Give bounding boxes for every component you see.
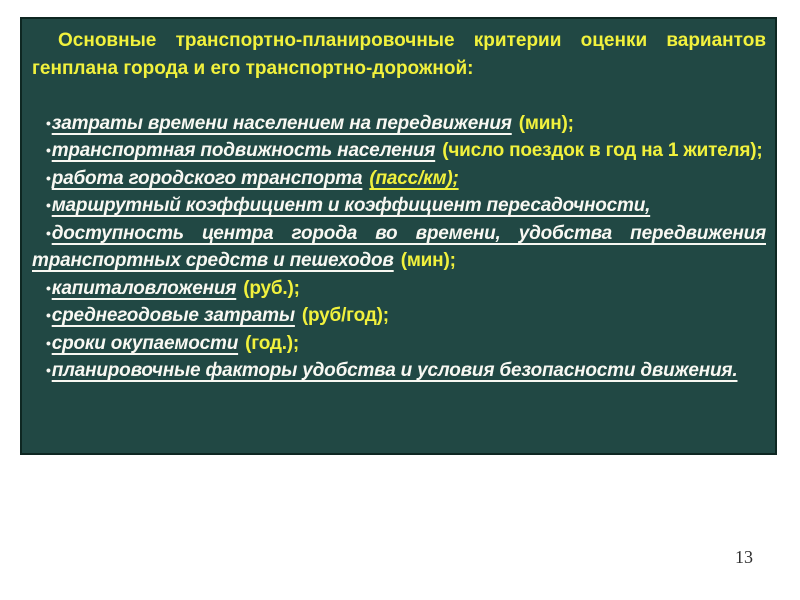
bullet-marker: • [46,307,51,323]
bullet-unit: (руб.); [243,277,300,299]
bullet-marker: • [46,224,51,241]
bullet-item-route-coefficient [32,192,766,220]
bullet-marker: • [46,114,51,131]
bullet-unit: (число поездок в год на 1 жителя); [442,140,763,161]
bullet-text: транспортная подвижность населения [51,140,436,161]
bullet-marker: • [46,197,51,213]
bullet-unit: (мин); [400,250,456,271]
bullet-item-capital-investment [32,275,766,303]
bullet-marker: • [46,169,51,186]
panel-title-line2: генплана города и его транспортно-дорожной: [32,57,474,79]
bullet-marker: • [46,334,51,351]
panel-title-line1: Основные транспортно-планировочные критерии оценки вариантов [58,30,766,51]
bullet-text: маршрутный коэффициент и коэффициент пересадочности, [51,195,651,216]
panel-title [32,27,766,82]
bullet-item-transport-work [32,165,766,193]
bullet-text: затраты времени населением на передвижения [51,112,512,134]
bullet-unit: (год.); [245,332,300,354]
bullet-text: среднегодовые затраты [51,305,295,326]
bullet-text: планировочные факторы удобства и условия безопасности движения. [51,360,738,381]
bullet-marker: • [46,362,51,378]
bullet-item-center-accessibility [32,220,766,275]
bullet-unit: (пасс/км); [369,167,459,189]
bullet-text: работа городского транспорта [51,167,363,189]
bullet-item-annual-costs [32,302,766,330]
criteria-panel [20,17,777,455]
bullet-marker: • [46,279,51,296]
bullet-item-payback-period [32,330,766,358]
bullet-item-mobility [32,137,766,165]
bullet-unit: (мин); [518,112,574,134]
bullet-item-time-costs [32,110,766,138]
bullet-text: капиталовложения [51,277,237,299]
bullet-marker: • [46,142,51,158]
bullet-text: доступность центра города во времени, удобства передвижения транспортных средств и пешеходов [32,222,766,271]
bullet-unit: (руб/год); [301,305,389,326]
bullet-item-planning-factors [32,357,766,385]
page-number: 13 [735,547,753,567]
bullet-text: сроки окупаемости [51,332,239,354]
